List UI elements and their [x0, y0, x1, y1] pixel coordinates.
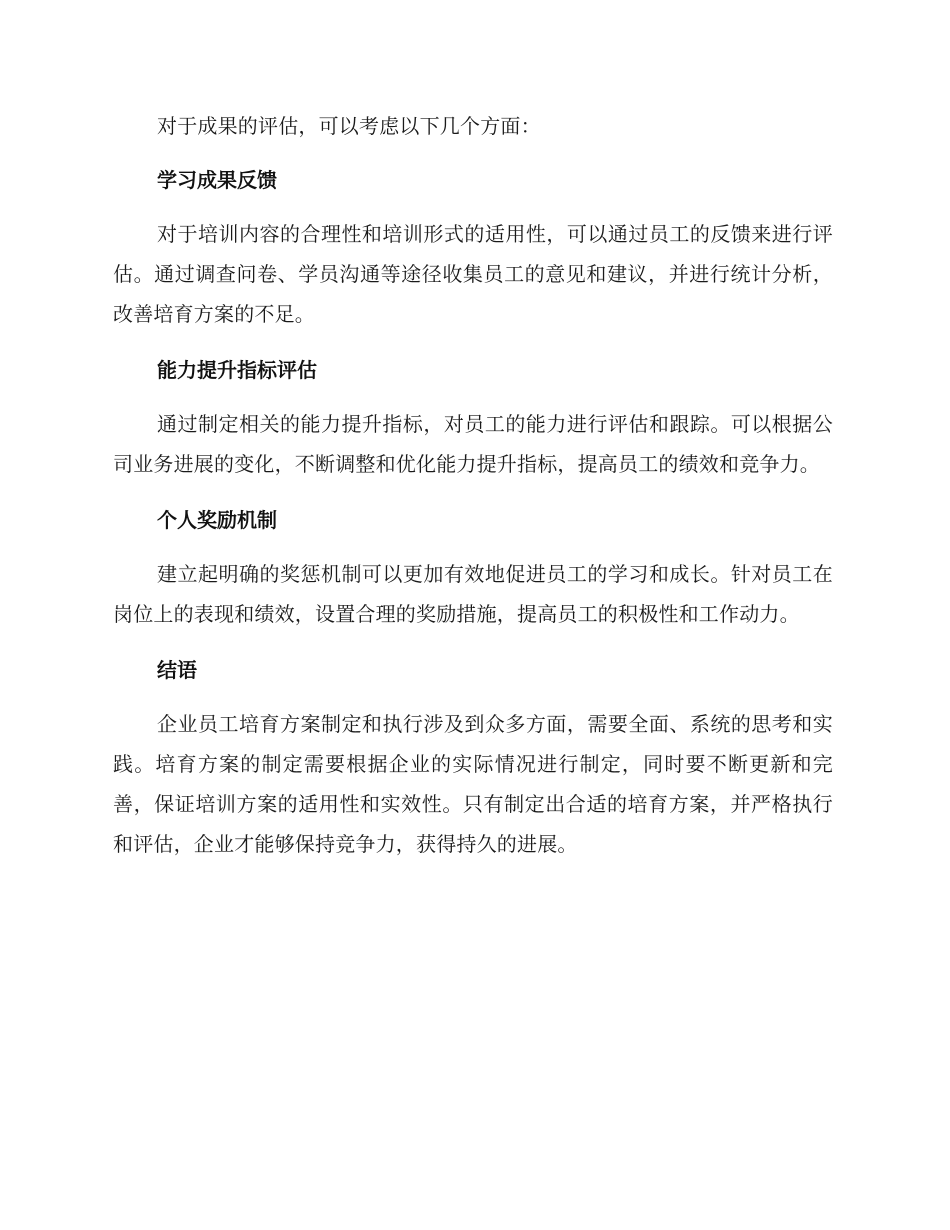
intro-paragraph: 对于成果的评估，可以考虑以下几个方面： — [157, 114, 541, 138]
section-paragraph: 建立起明确的奖惩机制可以更加有效地促进员工的学习和成长。针对员工在岗位上的表现和绩效，设置合理的奖励措施，提高员工的积极性和工作动力。 — [113, 562, 833, 626]
document-content — [113, 106, 833, 880]
section-capability-metrics — [113, 350, 833, 484]
section-heading: 能力提升指标评估 — [157, 358, 317, 382]
section-conclusion — [113, 650, 833, 864]
section-paragraph: 企业员工培育方案制定和执行涉及到众多方面，需要全面、系统的思考和实践。培育方案的制定需要根据企业的实际情况进行制定，同时要不断更新和完善，保证培训方案的适用性和实效性。只有制定出合适的培育方案，并严格执行和评估，企业才能够保持竞争力，获得持久的进展。 — [113, 712, 833, 856]
section-reward-mechanism — [113, 500, 833, 634]
section-paragraph: 对于培训内容的合理性和培训形式的适用性，可以通过员工的反馈来进行评估。通过调查问卷、学员沟通等途径收集员工的意见和建议，并进行统计分析，改善培育方案的不足。 — [113, 222, 833, 326]
section-learning-feedback — [113, 160, 833, 334]
section-heading: 结语 — [157, 658, 197, 682]
section-heading: 学习成果反馈 — [157, 168, 277, 192]
section-heading: 个人奖励机制 — [157, 508, 277, 532]
section-paragraph: 通过制定相关的能力提升指标，对员工的能力进行评估和跟踪。可以根据公司业务进展的变化，不断调整和优化能力提升指标，提高员工的绩效和竞争力。 — [113, 412, 833, 476]
